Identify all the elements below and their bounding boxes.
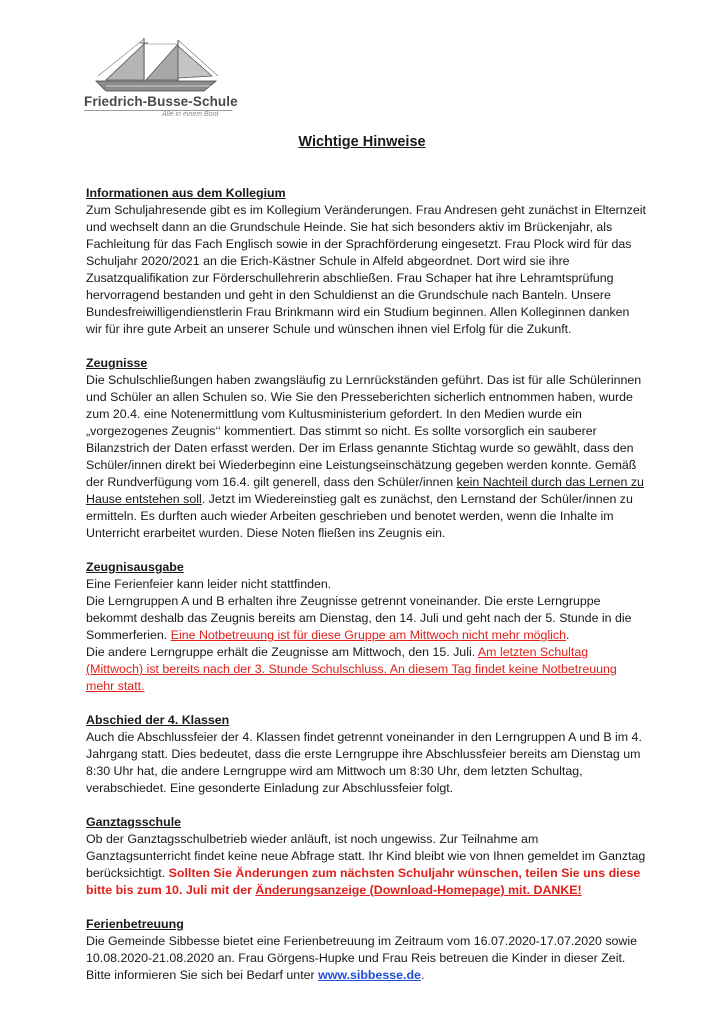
ganztag-red-underlined-notice: Änderungsanzeige (Download-Homepage) mit. DANKE! bbox=[255, 883, 582, 897]
zeugnisausgabe-text-2: . bbox=[566, 628, 570, 642]
page-title: Wichtige Hinweise bbox=[298, 134, 426, 150]
heading-abschied: Abschied der 4. Klassen bbox=[86, 713, 230, 727]
ganztag-text: Ob der Ganztagsschulbetrieb wieder anläuft, ist noch ungewiss. Zur Teilnahme am Ganztagsunterricht findet keine neue Abfrage statt. Ihr Kind bleibt wie von Ihnen gemeldet im Ganztag berücksichtigt. bbox=[86, 832, 646, 880]
heading-zeugnisausgabe: Zeugnisausgabe bbox=[86, 560, 184, 574]
zeugnisausgabe-text-1: Die Lerngruppen A und B erhalten ihre Zeugnisse getrennt voneinander. Die erste Lerngruppe bekommt deshalb das Zeugnis bereits am Dienstag, den 14. Juli und geht nach der 5. Stunde in die Sommerferien. bbox=[86, 594, 632, 642]
heading-ferien: Ferienbetreuung bbox=[86, 917, 184, 931]
heading-kollegium: Informationen aus dem Kollegium bbox=[86, 186, 286, 200]
heading-ganztag: Ganztagsschule bbox=[86, 815, 182, 829]
zeugnisse-text-1: Die Schulschließungen haben zwangsläufig zu Lernrückständen geführt. Das ist für alle Schülerinnen und Schüler an allen Schulen so. Wie Sie den Presseberichten sicherlich entnommen haben, wurde zum 20.4. eine Notenermittlung vom Kultusministerium gefordert. In den Medien wurde ein „vorgezogenes Zeugnis‘‘ kommentiert. Das stimmt so nicht. Es sollte vorsorglich ein sauberer Bilanzstrich der Daten erfasst werden. Der im Erlass genannte Stichtag wurde so gewählt, dass den Schüler/innen direkt bei Wiederbeginn eine Leistungseinschätzung gegeben werden konnte. Gemäß der Rundverfügung vom 16.4. gilt generell, dass den Schüler/innen bbox=[86, 373, 642, 489]
ferien-text: Die Gemeinde Sibbesse bietet eine Ferienbetreuung im Zeitraum vom 16.07.2020-17.07.2020 sowie 10.08.2020-21.08.2020 an. Frau Görgens-Hupke und Frau Reis betreuen die Kinder in dieser Zeit. Bitte informieren Sie sich bei Bedarf unter bbox=[86, 934, 638, 982]
school-logo bbox=[84, 36, 238, 122]
zeugnisse-text-2: . Jetzt im Wiedereinstieg galt es zunächst, den Lernstand der Schüler/innen zu ermitteln. Es durften auch wieder Arbeiten geschrieben und benotet werden, wenn die Inhalte im Unterricht erarbeitet wurden. Diese Noten fließen ins Zeugnis ein. bbox=[86, 492, 633, 540]
logo-school-name: Friedrich-Busse-Schule bbox=[84, 94, 238, 109]
zeugnisausgabe-red-notice-2: Am letzten Schultag (Mittwoch) ist bereits nach der 3. Stunde Schulschluss. An diesem Tag findet keine Notbetreuung mehr statt. bbox=[86, 645, 617, 693]
heading-zeugnisse: Zeugnisse bbox=[86, 356, 148, 370]
paragraph-ganztag bbox=[86, 831, 646, 899]
paragraph-abschied: Auch die Abschlussfeier der 4. Klassen findet getrennt voneinander in den Lerngruppen A und B im 4. Jahrgang statt. Dies bedeutet, dass die erste Lerngruppe ihre Abschlussfeier bereits am Dienstag um 8:30 Uhr hat, die andere Lerngruppe wird am Mittwoch um 8:30 Uhr, dem letzten Schultag, verabschiedet. Eine gesonderte Einladung zur Abschlussfeier folgt. bbox=[86, 730, 642, 795]
zeugnisausgabe-paragraph-2 bbox=[86, 644, 646, 695]
section-zeugnisausgabe bbox=[86, 559, 646, 695]
zeugnisausgabe-line-1: Eine Ferienfeier kann leider nicht stattfinden. bbox=[86, 577, 332, 591]
section-ganztag bbox=[86, 814, 646, 899]
sibbesse-website-link[interactable]: www.sibbesse.de bbox=[318, 968, 421, 982]
zeugnisausgabe-red-notice-1: Eine Notbetreuung ist für diese Gruppe am Mittwoch nicht mehr möglich bbox=[170, 628, 567, 642]
paragraph-kollegium: Zum Schuljahresende gibt es im Kollegium Veränderungen. Frau Andresen geht zunächst in Elternzeit und wechselt dann an die Grundschule Heinde. Sie hat sich besonders aktiv im Brückenjahr, als Fachleitung für das Fach Englisch sowie in der Sprachförderung eingesetzt. Frau Plock wird für das Schuljahr 2020/2021 an die Erich-Kästner Schule in Alfeld abgeordnet. Dort wird sie ihre Zusatzqualifikation zur Förderschullehrerin abschließen. Frau Schaper hat ihre Lehramtsprüfung hervorragend bestanden und geht in den Schuldienst an die Grundschule nach Banteln. Unsere Bundesfreiwilligendienstlerin Frau Brinkmann wird ein Studium beginnen. Allen Kolleginnen danken wir für ihre gute Arbeit an unserer Schule und wünschen ihnen viel Erfolg für die Zukunft. bbox=[86, 203, 646, 336]
zeugnisausgabe-text-3: Die andere Lerngruppe erhält die Zeugnisse am Mittwoch, den 15. Juli. bbox=[86, 645, 478, 659]
ferien-end: . bbox=[420, 968, 425, 982]
zeugnisausgabe-paragraph-1 bbox=[86, 593, 646, 644]
paragraph-ferien bbox=[86, 933, 646, 984]
section-zeugnisse bbox=[86, 355, 646, 542]
section-kollegium bbox=[86, 185, 646, 338]
document-body bbox=[86, 185, 646, 1001]
paragraph-zeugnisse bbox=[86, 372, 646, 542]
zeugnisse-underlined-text: kein Nachteil durch das Lernen zu Hause entstehen soll bbox=[86, 475, 644, 506]
logo-slogan: Alle in einem Boot bbox=[162, 111, 219, 118]
section-ferien bbox=[86, 916, 646, 984]
ganztag-red-notice: Sollten Sie Änderungen zum nächsten Schuljahr wünschen, teilen Sie uns diese bitte bis zum 10. Juli mit der bbox=[86, 866, 641, 897]
section-abschied bbox=[86, 712, 646, 797]
sailboat-logo-icon bbox=[92, 36, 222, 98]
